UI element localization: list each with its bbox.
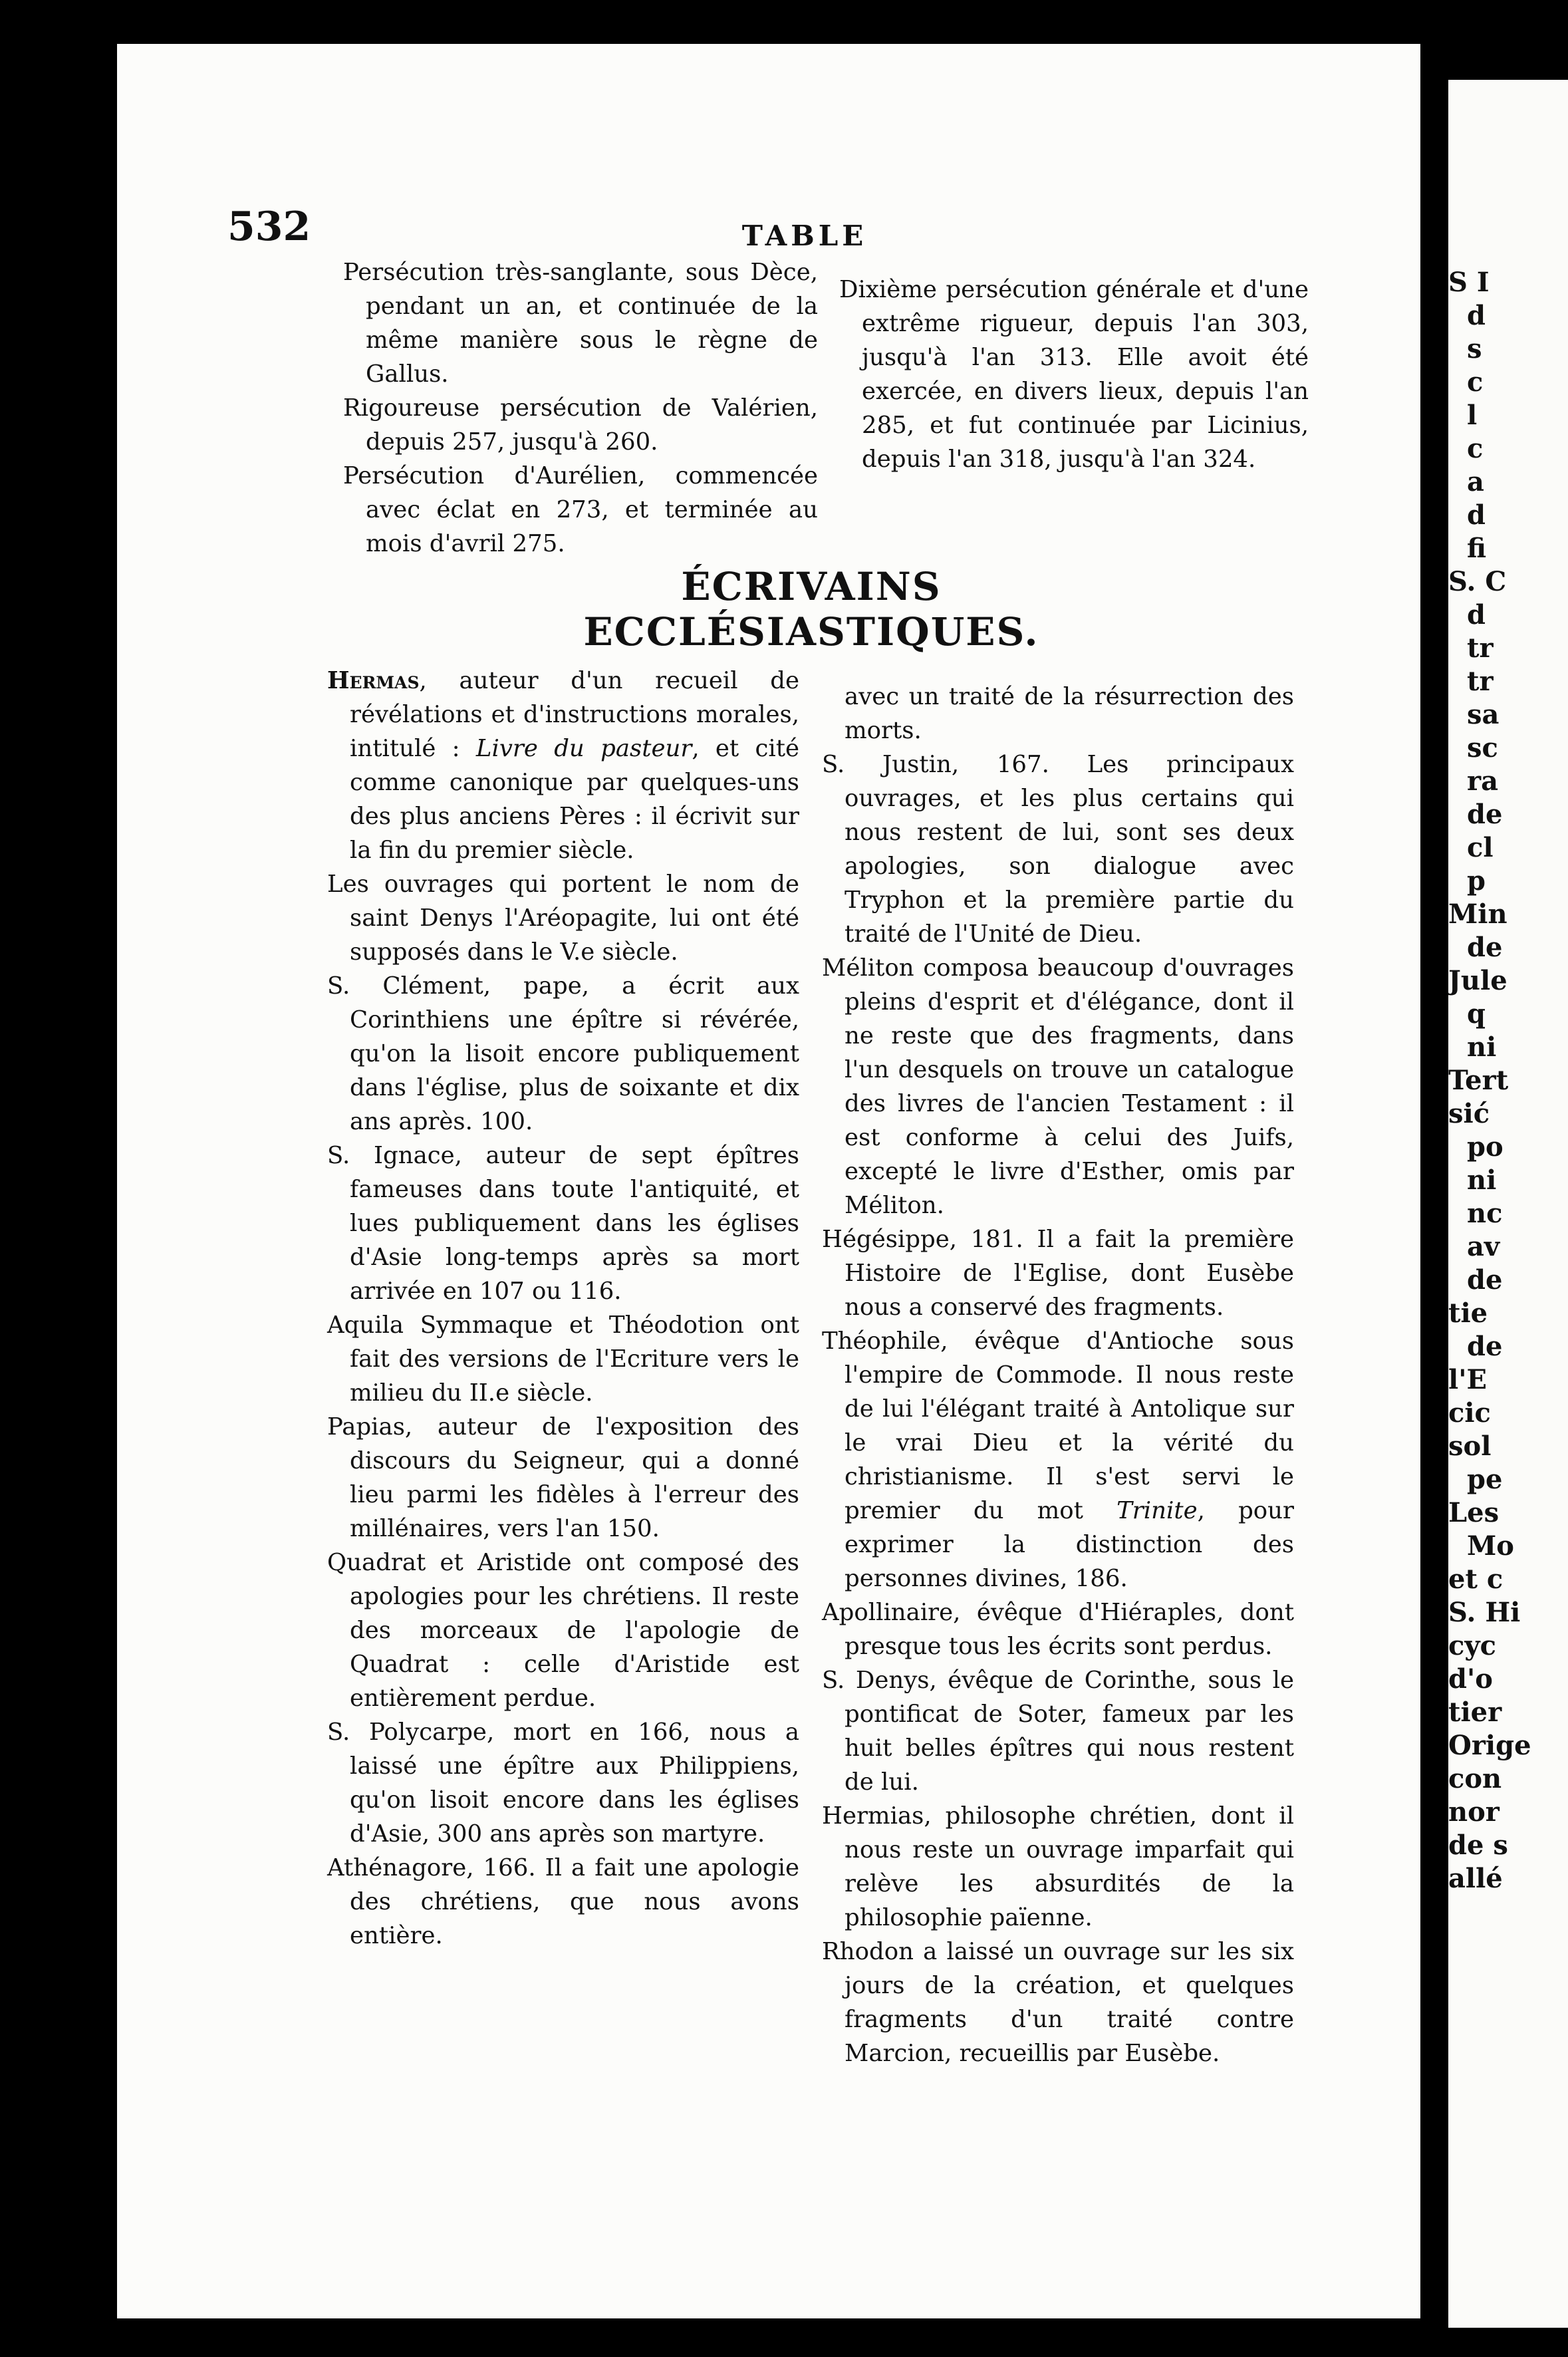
writer-entry: Rhodon a laissé un ouvrage sur les six jours de la création, et quelques fragments d'un traité contre Marcion, recueillis par Eusèbe.: [822, 1938, 1294, 2067]
adjacent-page-fragment: Tert: [1448, 1065, 1509, 1096]
persecution-entry: Persécution très-sanglante, sous Dèce, pendant un an, et continuée de la même manière sous le règne de Gallus.: [343, 259, 818, 388]
persecution-entry: Rigoureuse persécution de Valérien, depuis 257, jusqu'à 260.: [343, 394, 818, 456]
adjacent-page-fragment: tr: [1467, 666, 1494, 697]
adjacent-page-fragment: S. Hi: [1448, 1597, 1521, 1628]
adjacent-page-fragment: p: [1467, 865, 1486, 897]
writer-entry: Aquila Symmaque et Théodotion ont fait des versions de l'Ecriture vers le milieu du II.e siècle.: [327, 1312, 799, 1407]
adjacent-page-fragment: c: [1467, 433, 1484, 464]
adjacent-page-fragment: sc: [1467, 732, 1498, 763]
writer-entry: S. Polycarpe, mort en 166, nous a laissé une épître aux Philippiens, qu'on lisoit encore dans les églises d'Asie, 300 ans après son martyre.: [327, 1719, 799, 1848]
adjacent-page-fragment: nor: [1448, 1796, 1500, 1828]
adjacent-page-fragment: ni: [1467, 1032, 1497, 1063]
adjacent-page-fragment: Orige: [1448, 1730, 1531, 1761]
writer-entry: Les ouvrages qui portent le nom de saint Denys l'Aréopagite, lui ont été supposés dans le V.e siècle.: [327, 871, 799, 966]
adjacent-page-fragment: cic: [1448, 1397, 1491, 1429]
adjacent-page-fragment: sol: [1448, 1431, 1492, 1462]
term-italic: Trinite: [1116, 1497, 1198, 1524]
adjacent-page-fragment: sa: [1467, 699, 1500, 730]
section-title: ÉCRIVAINS ECCLÉSIASTIQUES.: [583, 564, 1039, 654]
adjacent-page-fragment: Jule: [1448, 965, 1507, 996]
persecution-entry: Dixième persécution générale et d'une extrême rigueur, depuis l'an 303, jusqu'à l'an 313. Elle avoit été exercée, en divers lieux, depuis l'an 285, et fut continuée par Licinius, depuis l'an 318, jusqu'à l'an 324.: [839, 276, 1309, 473]
adjacent-page-fragment: Les: [1448, 1497, 1500, 1528]
adjacent-page-edge: [1448, 80, 1568, 2328]
adjacent-page-fragment: Mo: [1467, 1530, 1514, 1562]
adjacent-page-fragment: fi: [1467, 533, 1487, 564]
writer-entry: Méliton composa beaucoup d'ouvrages pleins d'esprit et d'élégance, dont il ne reste que des fragments, dans l'un desquels on trouve un catalogue des livres de l'ancien Testament : il est conforme à celui des Juifs, excepté le livre d'Esther, omis par Méliton.: [822, 954, 1294, 1219]
adjacent-page-fragment: q: [1467, 998, 1486, 1030]
adjacent-page-fragment: d: [1467, 599, 1486, 630]
adjacent-page-fragment: l: [1467, 400, 1478, 431]
adjacent-page-fragment: c: [1467, 366, 1484, 398]
writer-entry: S. Ignace, auteur de sept épîtres fameuses dans toute l'antiquité, et lues publiquement dans les églises d'Asie long-temps après sa mort arrivée en 107 ou 116.: [327, 1142, 799, 1305]
writer-entry: Hermias, philosophe chrétien, dont il nous reste un ouvrage imparfait qui relève les absurdités de la philosophie païenne.: [822, 1802, 1294, 1931]
writer-entry: Athénagore, 166. Il a fait une apologie des chrétiens, que nous avons entière.: [327, 1854, 799, 1949]
persecution-column-left: [343, 255, 818, 561]
adjacent-page-fragment: de s: [1448, 1830, 1508, 1861]
adjacent-page-fragment: d: [1467, 300, 1486, 331]
adjacent-page-fragment: sić: [1448, 1098, 1490, 1129]
writer-entry: Théophile, évêque d'Antioche sous l'empire de Commode. Il nous reste de lui l'élégant traité à Antolique sur le vrai Dieu et la vérité du christianisme. Il s'est servi le premier du mot Trinite, pour exprimer la distinction des personnes divines, 186.: [822, 1327, 1294, 1592]
persecution-entry: Persécution d'Aurélien, commencée avec éclat en 273, et terminée au mois d'avril 275.: [343, 462, 818, 557]
adjacent-page-fragment: pe: [1467, 1464, 1503, 1495]
writers-column-right: [822, 680, 1294, 2070]
adjacent-page-fragment: de: [1467, 799, 1503, 830]
adjacent-page-fragment: cyc: [1448, 1630, 1496, 1661]
adjacent-page-fragment: d'o: [1448, 1663, 1493, 1695]
adjacent-page-fragment: d: [1467, 499, 1486, 531]
persecution-column-right: [839, 273, 1309, 476]
adjacent-page-fragment: S. C: [1448, 566, 1507, 597]
adjacent-page-fragment: po: [1467, 1131, 1503, 1163]
adjacent-page-fragment: tie: [1448, 1298, 1488, 1329]
writers-column-left: [327, 664, 799, 1953]
running-title: TABLE: [741, 219, 868, 252]
adjacent-page-fragment: tr: [1467, 632, 1494, 664]
writer-entry: S. Denys, évêque de Corinthe, sous le pontificat de Soter, fameux par les huit belles épîtres qui nous restent de lui.: [822, 1667, 1294, 1796]
adjacent-page-fragment: Min: [1448, 899, 1507, 930]
adjacent-page-fragment: ni: [1467, 1165, 1497, 1196]
adjacent-page-fragment: a: [1467, 466, 1484, 497]
adjacent-page-fragment: ra: [1467, 765, 1498, 797]
adjacent-page-fragment: l'E: [1448, 1364, 1487, 1395]
writer-entry: Quadrat et Aristide ont composé des apologies pour les chrétiens. Il reste des morceaux de l'apologie de Quadrat : celle d'Aristide est entièrement perdue.: [327, 1549, 799, 1712]
writer-entry: Apollinaire, évêque d'Hiéraples, dont presque tous les écrits sont perdus.: [822, 1599, 1294, 1660]
adjacent-page-fragment: de: [1467, 1264, 1503, 1296]
adjacent-page-fragment: s: [1467, 333, 1482, 364]
writer-entry: Hermas, auteur d'un recueil de révélations et d'instructions morales, intitulé : Livre du pasteur, et cité comme canonique par quelques-uns des plus anciens Pères : il écrivit sur la fin du premier siècle.: [327, 667, 800, 864]
adjacent-page-fragment: tier: [1448, 1697, 1502, 1728]
book-title: Livre du pasteur: [475, 735, 692, 762]
adjacent-page-fragment: S I: [1448, 267, 1490, 298]
adjacent-page-fragment: cl: [1467, 832, 1494, 863]
writer-name: Hermas: [327, 667, 420, 694]
adjacent-page-fragment: et c: [1448, 1564, 1503, 1595]
writer-entry: Papias, auteur de l'exposition des discours du Seigneur, qui a donné lieu parmi les fidèles à l'erreur des millénaires, vers l'an 150.: [327, 1413, 799, 1542]
adjacent-page-fragment: de: [1467, 1331, 1503, 1362]
adjacent-page-fragment: nc: [1467, 1198, 1503, 1229]
adjacent-page-fragment: con: [1448, 1763, 1502, 1794]
writer-entry-continuation: avec un traité de la résurrection des morts.: [845, 683, 1294, 744]
adjacent-page-fragment: av: [1467, 1231, 1500, 1262]
writer-entry: S. Justin, 167. Les principaux ouvrages, et les plus certains qui nous restent de lui, sont ses deux apologies, son dialogue avec Tryphon et la première partie du traité de l'Unité de Dieu.: [822, 751, 1294, 948]
writer-entry: Hégésippe, 181. Il a fait la première Histoire de l'Eglise, dont Eusèbe nous a conservé des fragments.: [822, 1226, 1294, 1321]
page-number: 532: [227, 204, 311, 250]
adjacent-page-fragment: de: [1467, 932, 1503, 963]
adjacent-page-fragment: allé: [1448, 1863, 1503, 1894]
writer-entry: S. Clément, pape, a écrit aux Corinthiens une épître si révérée, qu'on la lisoit encore publiquement dans l'église, plus de soixante et dix ans après. 100.: [327, 972, 799, 1135]
